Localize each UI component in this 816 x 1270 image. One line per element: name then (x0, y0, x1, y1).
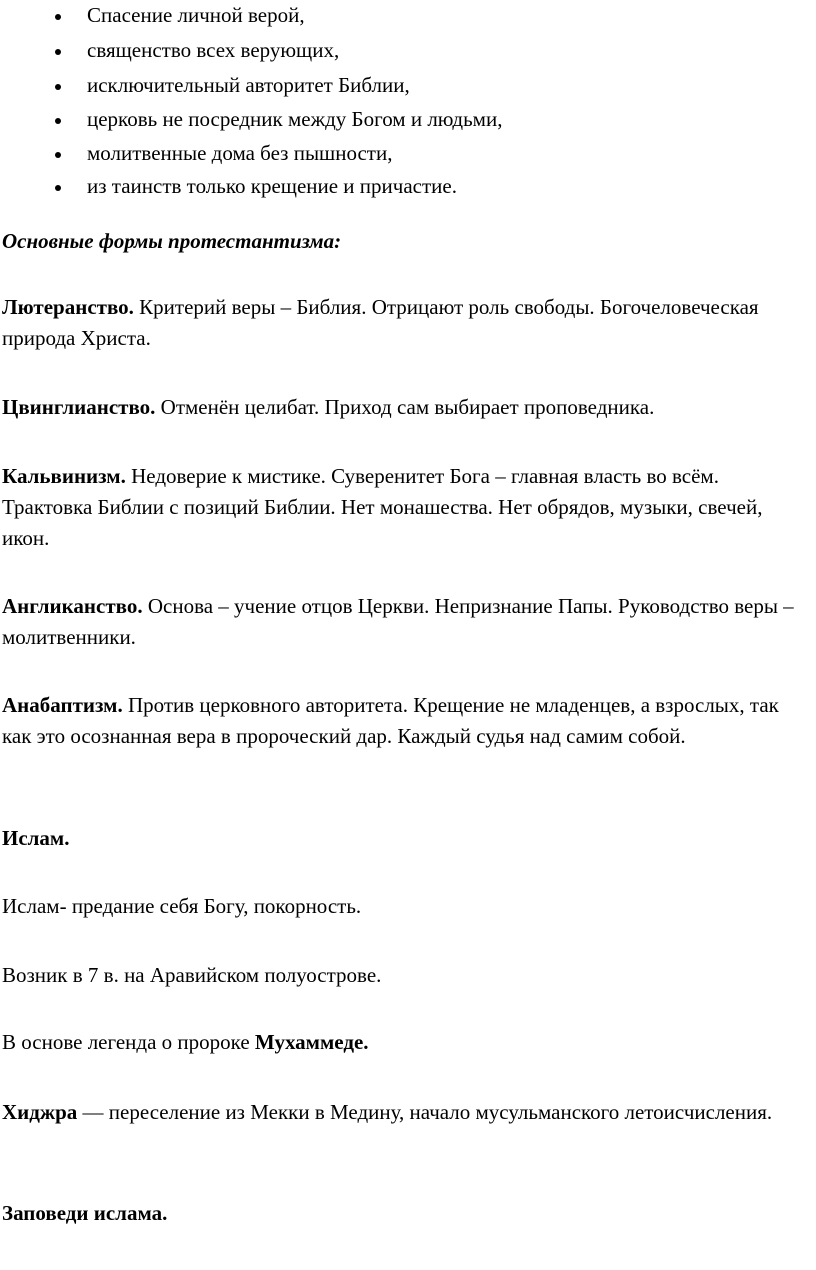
islam-legend (2, 1027, 807, 1058)
hijra-term: Хиджра (2, 1100, 78, 1124)
commandments-heading-text: Заповеди ислама. (2, 1201, 168, 1225)
list-item (0, 104, 816, 135)
form-lutheranism (2, 292, 807, 354)
form-description: Отменён целибат. Приход сам выбирает проповедника. (155, 395, 655, 419)
list-item-text: священство всех верующих, (87, 38, 340, 62)
list-item (0, 70, 816, 101)
form-term: Анабаптизм. (2, 693, 123, 717)
list-item (0, 171, 816, 202)
form-term: Цвинглианство. (2, 395, 156, 419)
list-item-text: Спасение личной верой, (87, 3, 305, 27)
list-item-text: из таинств только крещение и причастие. (87, 174, 457, 198)
islam-definition: Ислам- предание себя Богу, покорность. (2, 894, 362, 918)
form-zwinglianism (2, 392, 807, 423)
islam-commandments-heading (2, 1198, 807, 1229)
list-item (0, 35, 816, 66)
islam-heading (2, 823, 807, 854)
list-item-text: церковь не посредник между Богом и людьми, (87, 107, 503, 131)
bullet-icon (55, 118, 61, 124)
bullet-icon (55, 49, 61, 55)
bullet-icon (55, 185, 61, 191)
form-description: Против церковного авторитета. Крещение не младенцев, а взрослых, так как это осознанная вера в пророческий дар. Каждый судья над самим собой. (2, 693, 779, 748)
form-term: Лютеранство. (2, 295, 134, 319)
bullet-icon (55, 152, 61, 158)
hijra-description: — переселение из Мекки в Медину, начало мусульманского летоисчисления. (77, 1100, 773, 1124)
bullet-icon (55, 14, 61, 20)
legend-prefix: В основе легенда о пророке (2, 1030, 255, 1054)
islam-hijra (2, 1097, 807, 1128)
forms-heading: Основные формы протестантизма: (2, 229, 342, 253)
legend-name: Мухаммеде. (254, 1030, 369, 1054)
islam-heading-text: Ислам. (2, 826, 70, 850)
list-item (0, 138, 816, 169)
list-item-text: молитвенные дома без пышности, (87, 141, 393, 165)
list-item (0, 0, 816, 31)
form-description: Основа – учение отцов Церкви. Непризнание Папы. Руководство веры – молитвенники. (2, 594, 794, 649)
form-term: Англиканство. (2, 594, 143, 618)
form-anglicanism (2, 591, 807, 653)
form-description: Критерий веры – Библия. Отрицают роль свободы. Богочеловеческая природа Христа. (2, 295, 759, 350)
islam-origin: Возник в 7 в. на Аравийском полуострове. (2, 963, 382, 987)
form-calvinism (2, 461, 807, 554)
form-description: Недоверие к мистике. Суверенитет Бога – главная власть во всём. Трактовка Библии с позиций Библии. Нет монашества. Нет обрядов, музыки, свечей, икон. (2, 464, 763, 550)
bullet-icon (55, 84, 61, 90)
list-item-text: исключительный авторитет Библии, (87, 73, 410, 97)
form-term: Кальвинизм. (2, 464, 126, 488)
form-anabaptism (2, 690, 807, 752)
